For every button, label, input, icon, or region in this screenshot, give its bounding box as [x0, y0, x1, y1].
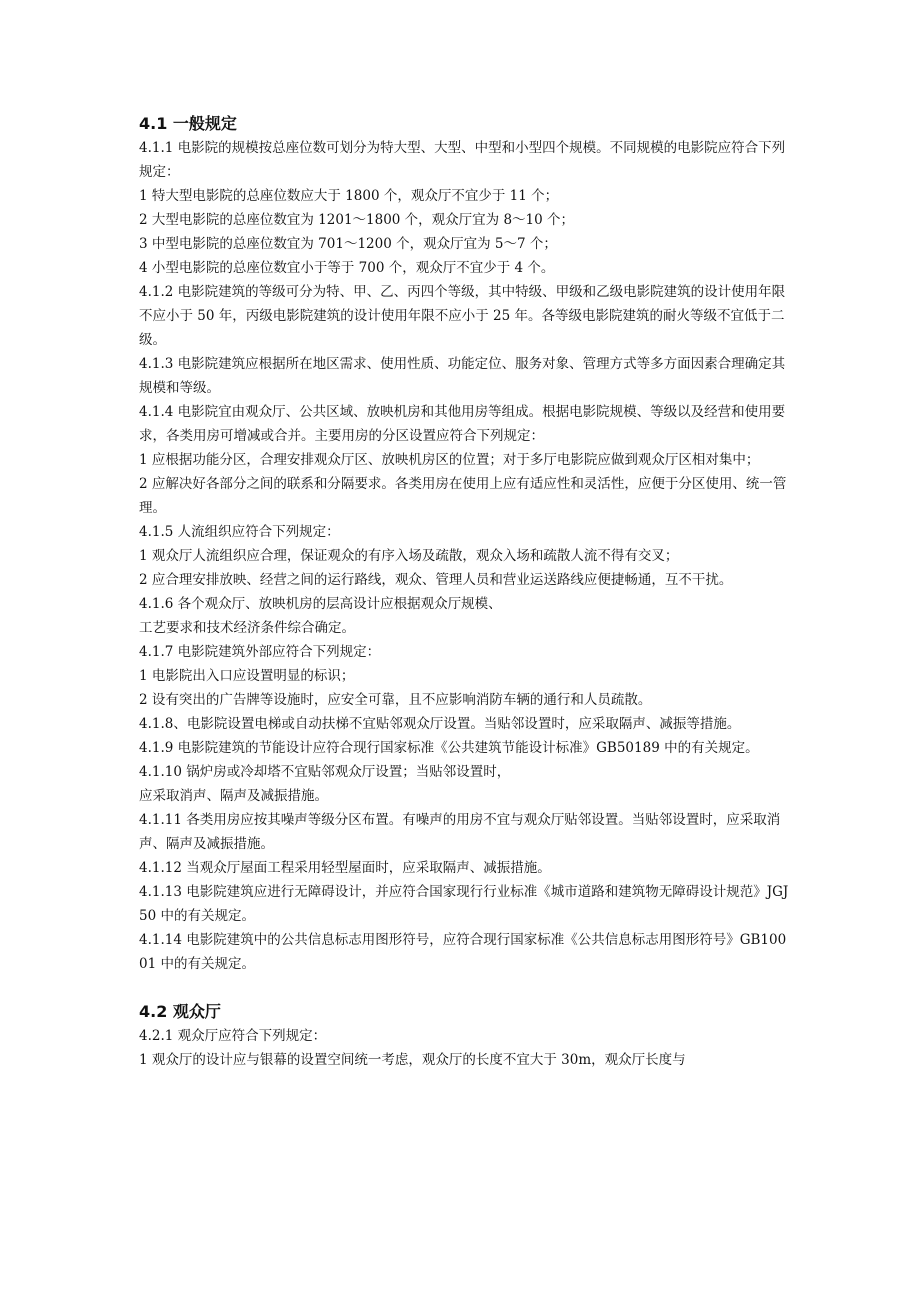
paragraph: 4.1.4 电影院宜由观众厅、公共区域、放映机房和其他用房等组成。根据电影院规模、等级以及经营和使用要求，各类用房可增减或合并。主要用房的分区设置应符合下列规定： [139, 404, 786, 444]
section-body-auditorium [139, 1024, 789, 1072]
paragraph: 4.1.12 当观众厅屋面工程采用轻型屋面时，应采取隔声、减振措施。 [139, 860, 551, 876]
paragraph: 2 应合理安排放映、经营之间的运行路线，观众、管理人员和营业运送路线应便捷畅通，互不干扰。 [139, 572, 733, 588]
paragraph: 1 应根据功能分区，合理安排观众厅区、放映机房区的位置；对于多厅电影院应做到观众厅区相对集中； [139, 452, 760, 468]
paragraph: 2 大型电影院的总座位数宜为 1201～1800 个，观众厅宜为 8～10 个； [139, 212, 575, 228]
paragraph: 4.1.5 人流组织应符合下列规定： [139, 524, 340, 540]
paragraph: 4.1.14 电影院建筑中的公共信息标志用图形符号，应符合现行国家标准《公共信息标志用图形符号》GB10001 中的有关规定。 [139, 932, 787, 972]
paragraph: 1 观众厅人流组织应合理，保证观众的有序入场及疏散，观众入场和疏散人流不得有交叉； [139, 548, 679, 564]
section-body-general [139, 136, 789, 976]
section-heading-general: 4.1 一般规定 [139, 114, 237, 133]
paragraph: 4.1.1 电影院的规模按总座位数可划分为特大型、大型、中型和小型四个规模。不同规模的电影院应符合下列规定： [139, 140, 786, 180]
paragraph: 4.1.13 电影院建筑应进行无障碍设计，并应符合国家现行行业标准《城市道路和建筑物无障碍设计规范》JGJ50 中的有关规定。 [139, 884, 789, 924]
document-page [139, 112, 789, 1072]
paragraph: 2 设有突出的广告牌等设施时，应安全可靠，且不应影响消防车辆的通行和人员疏散。 [139, 692, 652, 708]
paragraph: 4 小型电影院的总座位数宜小于等于 700 个，观众厅不宜少于 4 个。 [139, 260, 555, 276]
paragraph: 1 观众厅的设计应与银幕的设置空间统一考虑，观众厅的长度不宜大于 30m，观众厅长度与 [139, 1052, 686, 1068]
paragraph: 4.1.3 电影院建筑应根据所在地区需求、使用性质、功能定位、服务对象、管理方式等多方面因素合理确定其规模和等级。 [139, 356, 786, 396]
paragraph: 1 电影院出入口应设置明显的标识； [139, 668, 355, 684]
paragraph: 2 应解决好各部分之间的联系和分隔要求。各类用房在使用上应有适应性和灵活性，应便于分区使用、统一管理。 [139, 476, 787, 516]
paragraph: 4.2.1 观众厅应符合下列规定： [139, 1028, 327, 1044]
paragraph: 3 中型电影院的总座位数宜为 701～1200 个，观众厅宜为 5～7 个； [139, 236, 557, 252]
paragraph: 1 特大型电影院的总座位数应大于 1800 个，观众厅不宜少于 11 个； [139, 188, 559, 204]
paragraph: 应采取消声、隔声及减振措施。 [139, 788, 328, 804]
paragraph: 4.1.8、电影院设置电梯或自动扶梯不宜贴邻观众厅设置。当贴邻设置时，应采取隔声、减振等措施。 [139, 716, 741, 732]
paragraph: 4.1.10 锅炉房或冷却塔不宜贴邻观众厅设置；当贴邻设置时， [139, 764, 511, 780]
section-heading-auditorium: 4.2 观众厅 [139, 1002, 221, 1021]
paragraph: 工艺要求和技术经济条件综合确定。 [139, 620, 355, 636]
paragraph: 4.1.7 电影院建筑外部应符合下列规定： [139, 644, 381, 660]
paragraph: 4.1.2 电影院建筑的等级可分为特、甲、乙、丙四个等级，其中特级、甲级和乙级电影院建筑的设计使用年限不应小于 50 年，丙级电影院建筑的设计使用年限不应小于 25 年。各等级电影院建筑的耐火等级不宜低于二级。 [139, 284, 786, 348]
paragraph: 4.1.6 各个观众厅、放映机房的层高设计应根据观众厅规模、 [139, 596, 502, 612]
paragraph: 4.1.11 各类用房应按其噪声等级分区布置。有噪声的用房不宜与观众厅贴邻设置。当贴邻设置时，应采取消声、隔声及减振措施。 [139, 812, 781, 852]
section-spacer [139, 976, 789, 1000]
paragraph: 4.1.9 电影院建筑的节能设计应符合现行国家标准《公共建筑节能设计标准》GB50189 中的有关规定。 [139, 740, 759, 756]
